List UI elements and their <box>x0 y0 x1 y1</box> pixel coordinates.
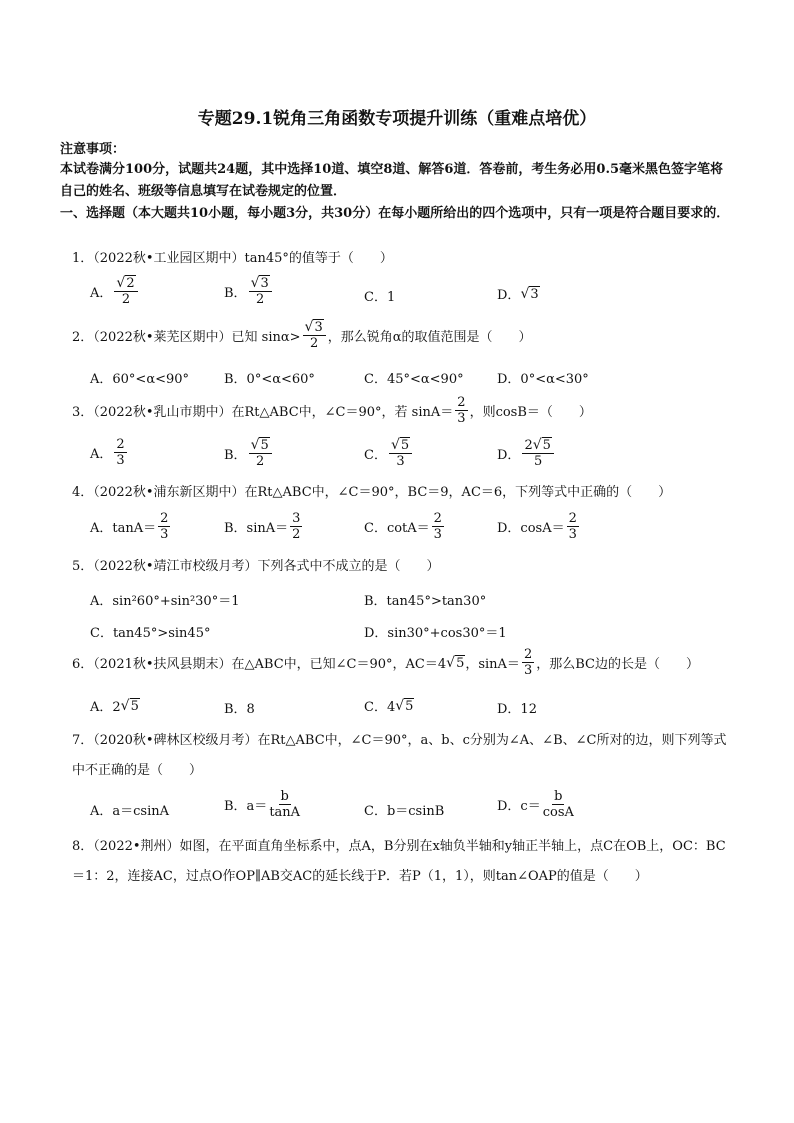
numerator: 2 <box>457 395 466 410</box>
radicand: 3 <box>260 276 269 291</box>
sqrt: √3 <box>520 285 539 302</box>
numerator: 2 <box>160 511 169 526</box>
denominator: 3 <box>568 527 577 542</box>
stem-part: 2．（2022秋•莱芜区期中）已知 sinα> <box>72 329 301 345</box>
stem-part: ，那么BC边的长是（ ） <box>536 657 699 672</box>
fraction <box>543 790 574 819</box>
option-label: D．cosA＝ <box>497 521 565 536</box>
fraction: $\frac{√2}{2}$ <box>114 276 137 306</box>
option-label: B． <box>224 447 247 463</box>
fraction: $\frac{√3}{2}$ <box>303 320 326 350</box>
stem-part: 3．（2022秋•乳山市期中）在Rt△ABC中，∠C＝90°，若 sinA＝ <box>72 405 454 420</box>
stem-part: ，sinA＝ <box>465 657 520 672</box>
radicand: 3 <box>314 320 323 335</box>
q4-option-c[interactable] <box>364 512 446 541</box>
option-label: D． <box>497 447 521 463</box>
sqrt: √5 <box>120 697 139 714</box>
q5-option-d[interactable]: D．sin30°+cos30°＝1 <box>364 626 507 641</box>
numerator: b <box>554 789 563 804</box>
q1-option-a[interactable] <box>90 276 140 306</box>
q6-option-a[interactable] <box>90 696 140 715</box>
option-label: C． <box>364 447 387 463</box>
denominator: 5 <box>534 454 543 469</box>
q1-option-d[interactable] <box>497 284 540 303</box>
q5-option-c[interactable]: C．tan45°>sin45° <box>90 626 211 641</box>
denominator: 3 <box>523 663 533 678</box>
fraction <box>432 512 444 541</box>
q7-option-b[interactable] <box>224 790 302 819</box>
radicand: 5 <box>130 698 139 714</box>
q6-option-d[interactable]: D．12 <box>497 702 537 717</box>
numerator: 2 <box>433 511 442 526</box>
q5-option-b[interactable]: B．tan45°>tan30° <box>364 594 487 609</box>
q7-option-d[interactable] <box>497 790 576 819</box>
option-label: D． <box>497 288 521 303</box>
q2-option-c[interactable]: C．45°<α<90° <box>364 372 464 387</box>
q2-option-d[interactable]: D．0°<α<30° <box>497 372 589 387</box>
option-label: A．tanA＝ <box>90 521 157 536</box>
q3-option-a[interactable] <box>90 438 129 467</box>
notice-heading: 注意事项： <box>60 142 126 157</box>
radicand: 5 <box>405 698 414 714</box>
q6-option-b[interactable]: B．8 <box>224 702 255 717</box>
question-5: 5．（2022秋•靖江市校级月考）下列各式中不成立的是（ ） <box>72 559 440 574</box>
question-3 <box>72 396 592 425</box>
denominator: tanA <box>269 805 301 820</box>
option-label: A． <box>90 285 113 301</box>
notice-text: 本试卷满分100分，试题共24题，其中选择10道、填空8道、解答6道．答卷前，考生务必用0.5毫米黑色签字笔将自己的姓名、班级等信息填写在试卷规定的位置． <box>60 162 724 199</box>
question-1: 1．（2022秋•工业园区期中）tan45°的值等于（ ） <box>72 251 393 266</box>
fraction <box>114 438 126 467</box>
fraction: $\frac{√5}{2}$ <box>249 438 272 468</box>
option-label: A．2 <box>90 700 121 715</box>
q4-option-d[interactable] <box>497 512 581 541</box>
denominator: 3 <box>396 454 405 469</box>
q7-option-a[interactable]: A．a＝csinA <box>90 804 170 819</box>
numerator: 2 <box>116 437 125 452</box>
numerator: 3 <box>292 511 301 526</box>
numerator: 2 <box>568 511 577 526</box>
option-label: B．sinA＝ <box>224 521 289 536</box>
q3-option-b[interactable] <box>224 438 274 468</box>
denominator: 3 <box>116 453 125 468</box>
option-label: B．a＝ <box>224 799 268 814</box>
section-heading: 一、选择题（本大题共10小题，每小题3分，共30分）在每小题所给出的四个选项中，只有一项是符合题目要求的． <box>60 206 730 221</box>
fraction <box>269 790 300 819</box>
fraction <box>567 512 579 541</box>
radicand: 3 <box>530 286 539 302</box>
numerator: b <box>280 789 289 804</box>
denominator: 2 <box>309 336 319 351</box>
fraction <box>455 396 467 425</box>
stem-part: ，那么锐角α的取值范围是（ ） <box>327 329 532 345</box>
coefficient: 2 <box>524 438 533 453</box>
q3-option-d[interactable] <box>497 438 556 468</box>
denominator: 2 <box>121 292 131 307</box>
option-label: A． <box>90 447 113 462</box>
fraction <box>522 648 534 677</box>
page-title: 专题29.1锐角三角函数专项提升训练（重难点培优） <box>197 109 597 129</box>
fraction <box>290 512 302 541</box>
q7-option-c[interactable]: C．b＝csinB <box>364 804 445 819</box>
question-8: 8．（2022•荆州）如图，在平面直角坐标系中，点A，B分别在x轴负半轴和y轴正半轴上，点C在OB上，OC：BC＝1：2，连接AC，过点O作OP∥AB交AC的延长线于P．若P（1，1），则tan∠OAP的值是（ ） <box>72 839 726 884</box>
denominator: 3 <box>457 411 466 426</box>
question-4: 4．（2022秋•浦东新区期中）在Rt△ABC中，∠C＝90°，BC＝9，AC＝6，下列等式中正确的（ ） <box>72 485 672 500</box>
fraction: $\frac{√3}{2}$ <box>249 276 272 306</box>
denominator: 3 <box>433 527 442 542</box>
q4-option-b[interactable] <box>224 512 304 541</box>
stem-part: 6．（2021秋•扶风县期末）在△ABC中，已知∠C＝90°，AC＝4 <box>72 657 447 672</box>
radicand: 5 <box>260 438 269 453</box>
option-label: D．c＝ <box>497 799 541 814</box>
q4-option-a[interactable] <box>90 512 172 541</box>
q6-option-c[interactable] <box>364 696 414 715</box>
question-6 <box>72 648 699 677</box>
question-7: 7．（2020秋•碑林区校级月考）在Rt△ABC中，∠C＝90°，a、b、c分别为∠A、∠B、∠C所对的边，则下列等式中不正确的是（ ） <box>72 733 727 778</box>
q5-option-a[interactable]: A．sin²60°+sin²30°＝1 <box>90 594 240 609</box>
sqrt: √5 <box>446 654 465 671</box>
denominator: 2 <box>292 527 301 542</box>
denominator: cosA <box>542 805 574 820</box>
radicand: 5 <box>400 438 410 453</box>
fraction: $\frac{2√5}{5}$ <box>522 438 553 468</box>
q1-option-b[interactable] <box>224 276 274 306</box>
radicand: 2 <box>126 276 135 291</box>
stem-part: ，则cosB＝（ ） <box>469 405 592 420</box>
denominator: 3 <box>160 527 169 542</box>
numerator: 2 <box>523 647 533 662</box>
question-2 <box>72 320 532 350</box>
sqrt: √5 <box>395 697 414 714</box>
q2-option-a[interactable]: A．60°<α<90° <box>90 372 190 387</box>
option-label: C．4 <box>364 700 396 715</box>
option-label: B． <box>224 285 247 301</box>
denominator: 2 <box>256 292 265 307</box>
fraction: $\frac{√5}{3}$ <box>389 438 412 468</box>
option-label: C．cotA＝ <box>364 521 430 536</box>
q1-option-c[interactable]: C．1 <box>364 290 396 305</box>
denominator: 2 <box>256 454 265 469</box>
radicand: 5 <box>542 438 551 453</box>
q3-option-c[interactable] <box>364 438 414 468</box>
fraction <box>158 512 170 541</box>
q2-option-b[interactable]: B．0°<α<60° <box>224 372 315 387</box>
radicand: 5 <box>456 655 465 671</box>
